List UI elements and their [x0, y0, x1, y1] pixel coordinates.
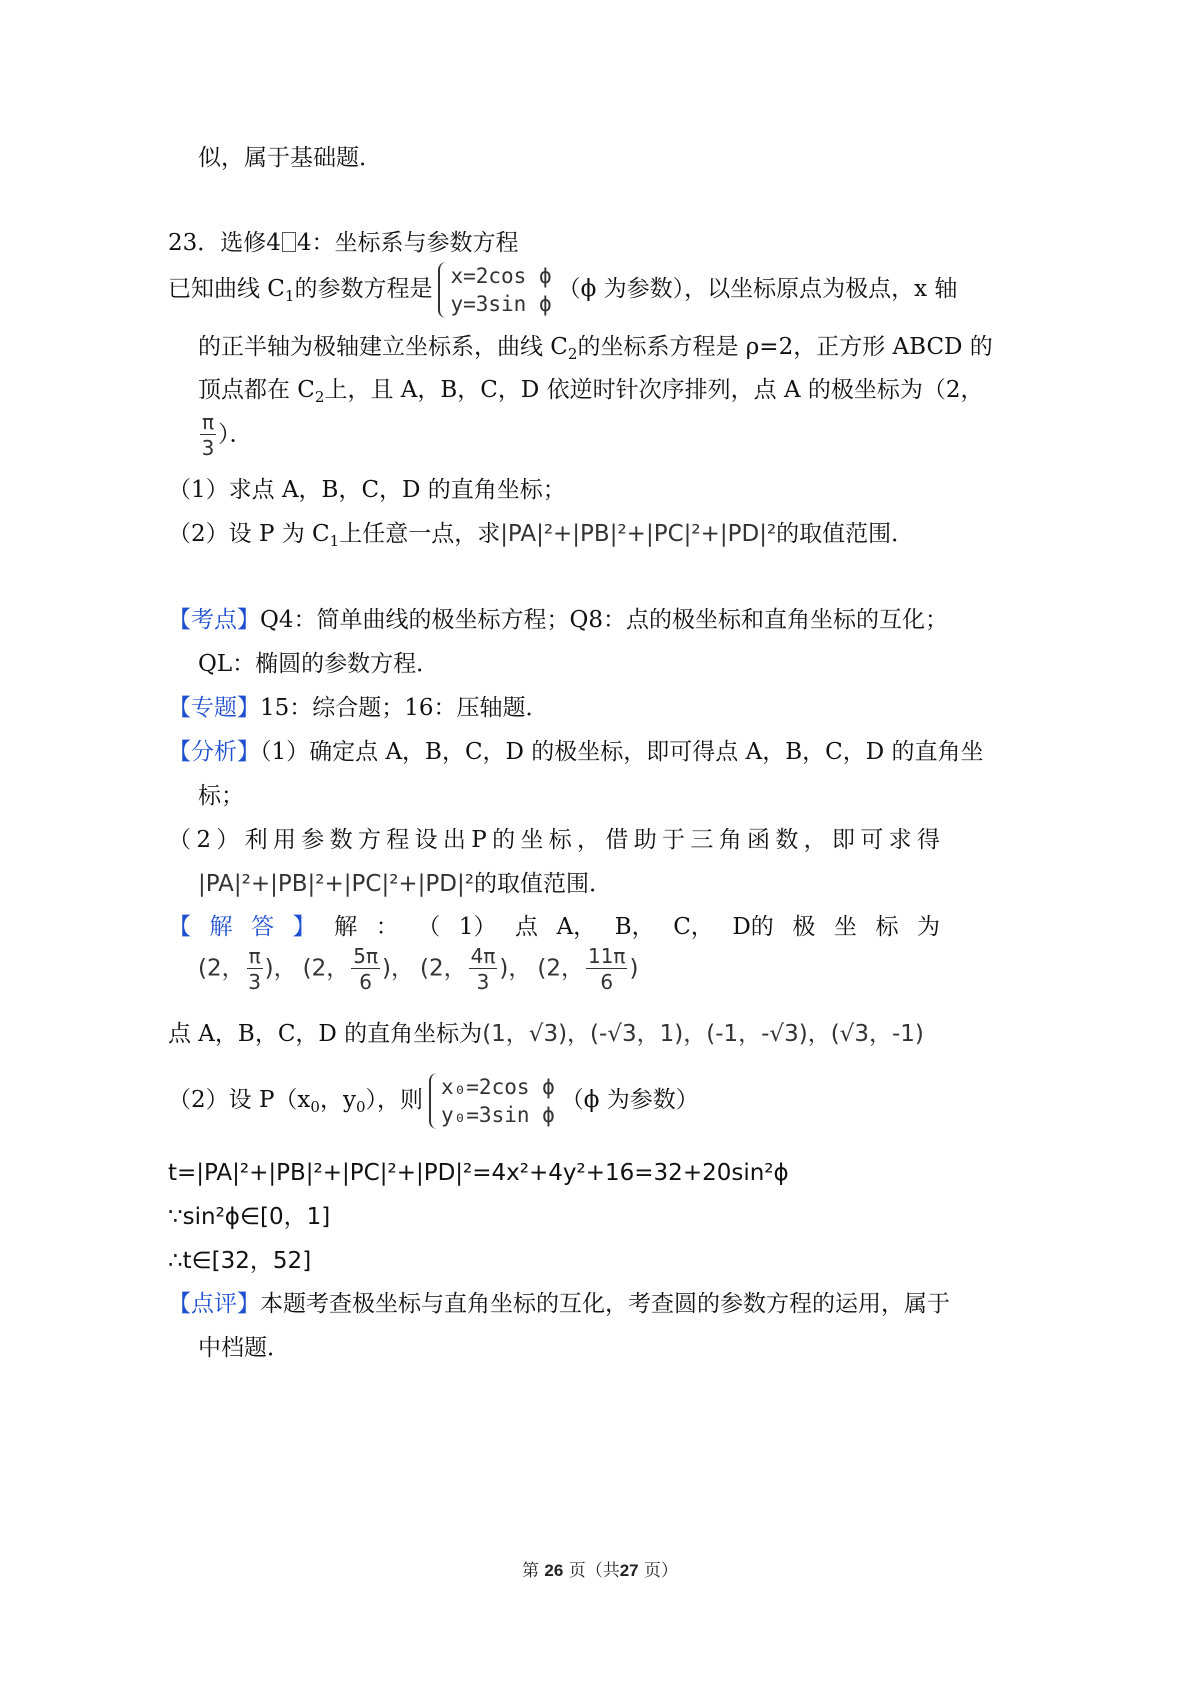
missing-glyph-icon: [282, 232, 296, 252]
jieda-tag-token: 【: [168, 914, 191, 940]
jieda-token: 解: [334, 914, 358, 940]
fraction-denominator: 3: [476, 970, 490, 994]
polar-point-open: (2，: [420, 955, 467, 982]
subscript: 2: [314, 388, 325, 406]
fenxi-token: 数: [329, 827, 353, 853]
sub-question-1: （1）求点 A，B，C，D 的直角坐标；: [168, 477, 566, 503]
sub-question-2: [168, 523, 914, 549]
zhuanti-text: 15：综合题；16：压轴题．: [260, 695, 549, 721]
equation-x0: x₀=2cos ϕ: [441, 1075, 555, 1099]
fenxi-token: 出: [442, 827, 466, 853]
total-pages: 27: [619, 1561, 639, 1580]
question-text: 的正半轴为极轴建立坐标系，曲线 C: [198, 334, 568, 360]
fenxi-line-3: [168, 829, 940, 852]
subscript: 2: [567, 345, 578, 363]
jieda-token: 点: [515, 914, 539, 940]
polar-point-close: ): [629, 955, 639, 982]
jieda-token: D的: [732, 914, 774, 940]
subscript: 0: [355, 1098, 366, 1116]
equation-y: y=3sin ϕ: [450, 292, 552, 316]
zhuanti-line: [168, 697, 549, 720]
jieda-token: 坐: [833, 914, 857, 940]
question-header-text: 23．选修4: [168, 230, 281, 256]
kaodian-text: Q4：简单曲线的极坐标方程；Q8：点的极坐标和直角坐标的互化；: [260, 607, 948, 633]
fraction-numerator: π: [248, 944, 261, 968]
absolute-value-expression: |PA|²+|PB|²+|PC|²+|PD|²: [500, 521, 777, 547]
jieda-token: A，: [556, 914, 597, 940]
footer-text: 页（共: [568, 1561, 620, 1581]
jieda-token: 1）: [458, 914, 497, 940]
fenxi-token: 于: [662, 827, 686, 853]
fraction-numerator: 4π: [470, 944, 496, 968]
jieda-tag-token: 解: [209, 914, 233, 940]
question-line-3: [198, 379, 984, 405]
jieda-token: （: [417, 914, 441, 940]
fenxi-token: 函: [747, 827, 771, 853]
jieda-text: ，y: [319, 1087, 356, 1113]
kaodian-line-1: [168, 609, 948, 632]
jieda-line-1: [168, 916, 940, 939]
polar-point: [420, 944, 532, 994]
polar-point-open: (2，: [198, 955, 245, 982]
footer-text: 页）: [644, 1561, 679, 1581]
because-line: ∵sin²ϕ∈[0，1]: [168, 1204, 331, 1230]
fraction-denominator: 3: [201, 436, 215, 460]
question-text: 上任意一点，求: [339, 521, 501, 547]
question-text: 已知曲线 C: [168, 276, 285, 302]
dianping-tag: 【点评】: [168, 1291, 260, 1317]
fenxi-token: 三: [690, 827, 714, 853]
dianping-line-2: 中档题．: [198, 1335, 290, 1361]
rect-coordinates-line: [168, 1023, 924, 1046]
fenxi-token: 2: [196, 827, 211, 853]
fenxi-line-4: [198, 873, 612, 896]
polar-coordinates-list: [198, 946, 644, 992]
fraction: [351, 946, 380, 992]
previous-answer-tail: 似，属于基础题．: [198, 145, 382, 171]
fraction: [200, 412, 216, 458]
question-text: 的坐标系方程是 ρ=2，正方形 ABCD 的: [577, 334, 993, 360]
fenxi-token: ，: [577, 827, 601, 853]
fraction-denominator: 3: [248, 970, 261, 994]
dianping-line-1: [168, 1293, 950, 1316]
rect-coordinates: (1，√3)，(-√3，1)，(-1，-√3)，(√3，-1): [482, 1021, 924, 1047]
question-line-1: [168, 262, 957, 318]
jieda-token: 为: [916, 914, 940, 940]
fraction: [469, 946, 498, 992]
fraction-denominator: 6: [359, 970, 372, 994]
jieda-token: B，: [614, 914, 655, 940]
fraction-denominator: 6: [600, 970, 614, 994]
polar-point-close: )，: [382, 955, 414, 982]
fraction-numerator: π: [202, 410, 215, 434]
question-line-2: [198, 336, 993, 362]
question-text: 的参数方程是: [294, 276, 433, 302]
fenxi-tag: 【分析】: [168, 739, 260, 765]
fraction-numerator: 5π: [353, 944, 379, 968]
equation-x: x=2cos ϕ: [450, 264, 552, 288]
jieda-tag-token: 】: [292, 914, 316, 940]
jieda-text: 点 A，B，C，D 的直角坐标为: [168, 1021, 483, 1047]
fenxi-token: 得: [916, 827, 940, 853]
parametric-equation-system: [438, 262, 551, 318]
fraction: [247, 946, 263, 992]
kaodian-line-2: QL：椭圆的参数方程．: [198, 651, 440, 677]
question-text: ）．: [218, 421, 253, 448]
fenxi-token: 参: [301, 827, 325, 853]
jieda-part-2: [168, 1073, 699, 1129]
footer-text: 第: [521, 1561, 539, 1581]
fenxi-token: 标: [548, 827, 572, 853]
subscript: 1: [329, 532, 340, 550]
left-brace-icon: [429, 1073, 439, 1129]
fenxi-token: P: [471, 827, 487, 853]
jieda-text: ），则: [365, 1087, 423, 1113]
fenxi-token: 角: [718, 827, 742, 853]
subscript: 0: [310, 1098, 320, 1116]
fenxi-line-2: 标；: [198, 783, 244, 809]
question-text: 顶点都在 C: [198, 377, 315, 403]
question-text: 的取值范围．: [776, 521, 915, 547]
fenxi-token: 求: [888, 827, 912, 853]
fenxi-token: 借: [605, 827, 629, 853]
polar-point-open: (2，: [537, 955, 584, 982]
subscript: 1: [284, 287, 295, 305]
jieda-token: 极: [792, 914, 816, 940]
jieda-token: C，: [673, 914, 714, 940]
fenxi-token: （: [168, 827, 191, 853]
polar-point-close: )，: [499, 955, 532, 982]
polar-point-open: (2，: [302, 955, 350, 982]
kaodian-tag: 【考点】: [168, 607, 260, 633]
fenxi-text: 的取值范围．: [473, 871, 612, 897]
fenxi-token: 即: [832, 827, 855, 853]
fenxi-token: 助: [633, 827, 657, 853]
page-number: 26: [544, 1561, 564, 1580]
fenxi-text: （1）确定点 A，B，C，D 的极坐标，即可得点 A，B，C，D 的直角坐: [260, 739, 984, 765]
jieda-text: （2）设 P（x: [168, 1087, 311, 1113]
polar-point: [537, 944, 639, 994]
absolute-value-expression: |PA|²+|PB|²+|PC|²+|PD|²: [198, 871, 474, 897]
question-23-header: [168, 232, 519, 255]
polar-point-close: )，: [264, 955, 297, 982]
fenxi-token: 方: [357, 827, 381, 853]
fenxi-token: 坐: [520, 827, 544, 853]
fenxi-token: 利: [244, 827, 268, 853]
fraction-numerator: 11π: [587, 944, 626, 968]
polar-point: [198, 944, 297, 994]
dianping-text: 本题考查极坐标与直角坐标的互化，考查圆的参数方程的运用，属于: [260, 1291, 950, 1317]
fenxi-token: 数: [775, 827, 799, 853]
equation-y0: y₀=3sin ϕ: [441, 1103, 555, 1127]
fraction: [586, 946, 628, 992]
fenxi-token: ）: [216, 827, 240, 853]
fenxi-line-1: [168, 741, 983, 764]
fenxi-token: 的: [492, 827, 516, 853]
question-header-rest: 4：坐标系与参数方程: [296, 230, 519, 256]
fenxi-token: ，: [803, 827, 827, 853]
jieda-tag-token: 答: [251, 914, 275, 940]
left-brace-icon: [438, 262, 448, 318]
therefore-line: ∴t∈[32，52]: [168, 1248, 312, 1274]
polar-point: [302, 944, 414, 994]
t-expression: t=|PA|²+|PB|²+|PC|²+|PD|²=4x²+4y²+16=32+20sin²ϕ: [168, 1160, 789, 1186]
fenxi-token: 程: [386, 827, 410, 853]
question-text: （2）设 P 为 C: [168, 521, 330, 547]
question-text: 上，且 A，B，C，D 依逆时针次序排列，点 A 的极坐标为（2，: [324, 377, 984, 403]
jieda-token: ：: [375, 914, 399, 940]
question-text: （ϕ 为参数），以坐标原点为极点，x 轴: [557, 276, 958, 302]
question-line-4: [198, 412, 253, 458]
jieda-text: （ϕ 为参数）: [560, 1087, 699, 1113]
parametric-equation-system: [429, 1073, 555, 1129]
fenxi-token: 设: [414, 827, 438, 853]
fenxi-token: 可: [860, 827, 884, 853]
page-footer: [0, 1562, 1200, 1580]
jieda-token: 标: [875, 914, 899, 940]
zhuanti-tag: 【专题】: [168, 695, 260, 721]
fenxi-token: 用: [272, 827, 296, 853]
